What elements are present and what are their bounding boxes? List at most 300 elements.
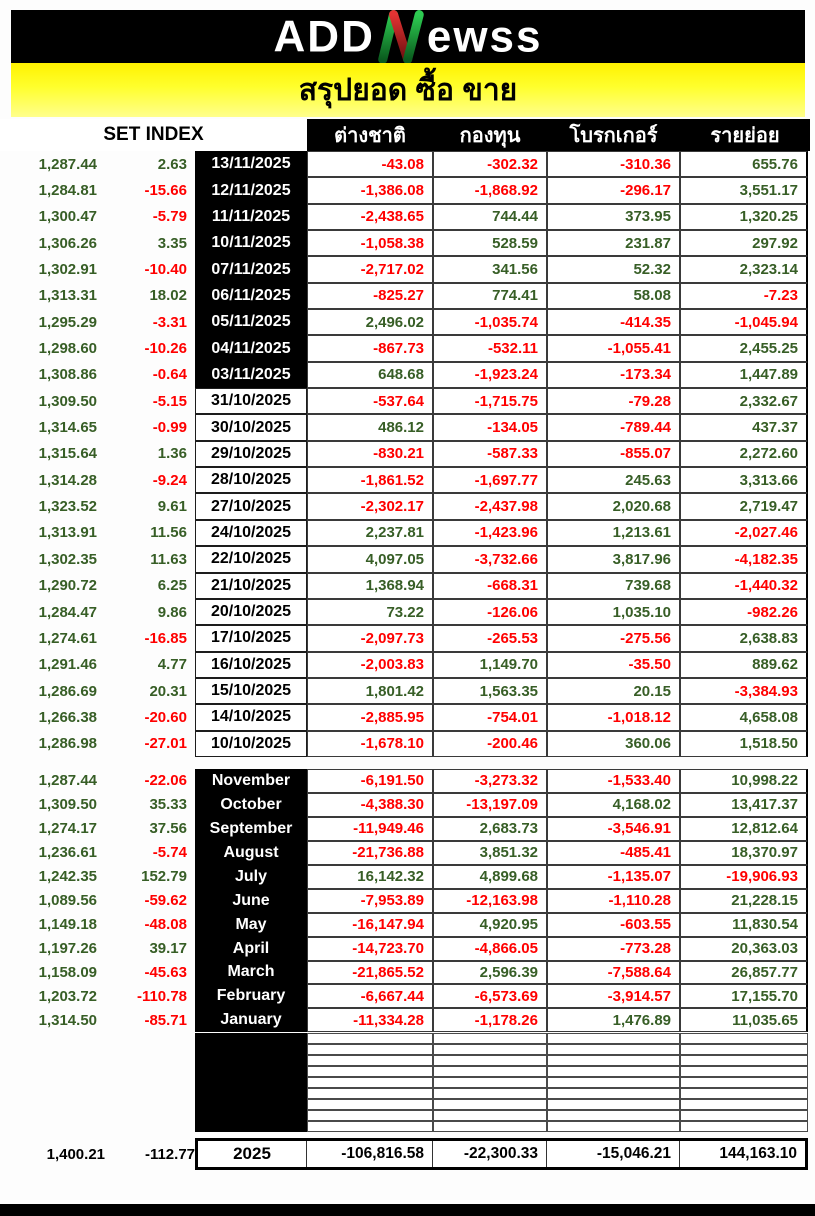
broker-cell: 245.63 (547, 467, 680, 493)
fund-cell: 4,899.68 (433, 865, 547, 889)
foreign-cell: 1,801.42 (307, 678, 433, 704)
fund-cell: -302.32 (433, 151, 547, 177)
broker-cell: -1,055.41 (547, 335, 680, 361)
month-cell: May (195, 913, 307, 937)
foreign-cell: 16,142.32 (307, 865, 433, 889)
table-row (0, 335, 808, 361)
table-row (0, 1055, 808, 1066)
foreign-cell: -2,438.65 (307, 204, 433, 230)
table-row (0, 625, 808, 651)
month-cell (195, 1121, 307, 1132)
broker-cell: 58.08 (547, 283, 680, 309)
retail-cell: 20,363.03 (680, 937, 808, 961)
broker-cell: -3,546.91 (547, 817, 680, 841)
foreign-cell: -14,723.70 (307, 937, 433, 961)
table-row (0, 817, 808, 841)
foreign-cell: -2,003.83 (307, 652, 433, 678)
set-index-value: 1,284.47 (38, 603, 97, 621)
foreign-cell: -2,097.73 (307, 625, 433, 651)
set-index-change: -10.40 (144, 261, 187, 279)
date-cell: 30/10/2025 (195, 414, 307, 440)
set-index-value: 1,323.52 (38, 498, 97, 516)
table-row (0, 652, 808, 678)
date-cell: 27/10/2025 (195, 493, 307, 519)
fund-cell: -1,697.77 (433, 467, 547, 493)
retail-cell: -2,027.46 (680, 520, 808, 546)
total-row (0, 1138, 815, 1170)
retail-cell (680, 1088, 808, 1099)
fund-cell: 528.59 (433, 230, 547, 256)
set-index-value: 1,287.44 (38, 155, 97, 173)
set-index-change: 6.25 (157, 577, 187, 595)
broker-cell: -275.56 (547, 625, 680, 651)
month-cell (195, 1055, 307, 1066)
set-index-change: 4.77 (157, 656, 187, 674)
set-index-value: 1,203.72 (38, 987, 97, 1005)
foreign-cell (307, 1121, 433, 1132)
table-row (0, 414, 808, 440)
retail-cell: -3,384.93 (680, 678, 808, 704)
broker-cell: -1,110.28 (547, 889, 680, 913)
fund-cell: -1,035.74 (433, 309, 547, 335)
table-row (0, 283, 808, 309)
table-row (0, 520, 808, 546)
fund-cell: -13,197.09 (433, 793, 547, 817)
broker-cell (547, 1121, 680, 1132)
set-index-value: 1,089.56 (38, 892, 97, 910)
retail-cell: -982.26 (680, 599, 808, 625)
foreign-cell: 4,097.05 (307, 546, 433, 572)
set-index-change: -15.66 (144, 182, 187, 200)
foreign-cell (307, 1055, 433, 1066)
fund-cell: -1,923.24 (433, 362, 547, 388)
set-index-value: 1,290.72 (38, 577, 97, 595)
retail-cell: 17,155.70 (680, 984, 808, 1008)
set-index-change (105, 1088, 195, 1099)
broker-cell: -855.07 (547, 441, 680, 467)
date-cell: 11/11/2025 (195, 204, 307, 230)
fund-cell: -1,715.75 (433, 388, 547, 414)
table-row (0, 1088, 808, 1099)
table-row (0, 1066, 808, 1077)
set-index-value: 1,314.28 (38, 471, 97, 489)
broker-cell: -3,914.57 (547, 984, 680, 1008)
fund-cell: 341.56 (433, 256, 547, 282)
foreign-cell: -4,388.30 (307, 793, 433, 817)
set-index-value: 1,149.18 (38, 916, 97, 934)
fund-cell: -1,178.26 (433, 1008, 547, 1032)
broker-cell (547, 1055, 680, 1066)
fund-cell: -1,868.92 (433, 177, 547, 203)
set-index-change (105, 1033, 195, 1044)
set-index-value: 1,313.31 (38, 287, 97, 305)
broker-cell: -414.35 (547, 309, 680, 335)
foreign-cell: -6,191.50 (307, 769, 433, 793)
fund-cell: -134.05 (433, 414, 547, 440)
set-index-value: 1,286.98 (38, 735, 97, 753)
foreign-cell: 2,496.02 (307, 309, 433, 335)
set-index-value (0, 1099, 105, 1110)
fund-cell (433, 1055, 547, 1066)
set-index-change: 35.33 (149, 796, 187, 814)
date-cell: 12/11/2025 (195, 177, 307, 203)
fund-cell: -532.11 (433, 335, 547, 361)
fund-cell: -4,866.05 (433, 937, 547, 961)
brand-bar (11, 10, 805, 63)
fund-cell: 2,596.39 (433, 961, 547, 985)
month-cell (195, 1088, 307, 1099)
set-index-change: -10.26 (144, 340, 187, 358)
table-row (0, 599, 808, 625)
table-row (0, 573, 808, 599)
set-index-value: 1,236.61 (38, 844, 97, 862)
set-index-change: 39.17 (149, 940, 187, 958)
broker-cell (547, 1088, 680, 1099)
retail-cell: 2,638.83 (680, 625, 808, 651)
table-row (0, 913, 808, 937)
date-cell: 06/11/2025 (195, 283, 307, 309)
date-cell: 04/11/2025 (195, 335, 307, 361)
set-index-value (0, 1121, 105, 1132)
total-broker: -15,046.21 (547, 1141, 680, 1167)
month-cell (195, 1099, 307, 1110)
fund-cell: -668.31 (433, 573, 547, 599)
date-cell: 17/10/2025 (195, 625, 307, 651)
table-row (0, 493, 808, 519)
date-cell: 13/11/2025 (195, 151, 307, 177)
set-index-change: -85.71 (144, 1011, 187, 1029)
broker-cell (547, 1033, 680, 1044)
table-row (0, 1110, 808, 1121)
fund-cell: -3,732.66 (433, 546, 547, 572)
foreign-cell: -825.27 (307, 283, 433, 309)
set-index-value: 1,242.35 (38, 868, 97, 886)
table-row (0, 1044, 808, 1055)
date-cell: 15/10/2025 (195, 678, 307, 704)
set-index-change (105, 1099, 195, 1110)
table-row (0, 1099, 808, 1110)
date-cell: 24/10/2025 (195, 520, 307, 546)
fund-cell: -587.33 (433, 441, 547, 467)
fund-cell: 3,851.32 (433, 841, 547, 865)
table-row (0, 309, 808, 335)
fund-cell: -754.01 (433, 704, 547, 730)
broker-cell: 1,213.61 (547, 520, 680, 546)
set-index-change: -20.60 (144, 708, 187, 726)
page-title: สรุปยอด ซื้อ ขาย (298, 73, 518, 107)
foreign-cell: 486.12 (307, 414, 433, 440)
table-row (0, 841, 808, 865)
foreign-cell: -537.64 (307, 388, 433, 414)
addnewss-logo (274, 8, 543, 66)
set-index-change (105, 1044, 195, 1055)
retail-cell: 11,035.65 (680, 1008, 808, 1032)
month-cell: July (195, 865, 307, 889)
table-row (0, 865, 808, 889)
set-index-change: 18.02 (149, 287, 187, 305)
foreign-cell: -1,861.52 (307, 467, 433, 493)
month-cell (195, 1044, 307, 1055)
set-index-value (0, 1088, 105, 1099)
date-cell: 20/10/2025 (195, 599, 307, 625)
retail-cell: -1,045.94 (680, 309, 808, 335)
foreign-cell: -2,302.17 (307, 493, 433, 519)
broker-cell: 4,168.02 (547, 793, 680, 817)
retail-cell: 21,228.15 (680, 889, 808, 913)
set-index-change: 20.31 (149, 682, 187, 700)
month-cell: September (195, 817, 307, 841)
set-index-change (105, 1066, 195, 1077)
foreign-cell (307, 1088, 433, 1099)
broker-cell: -485.41 (547, 841, 680, 865)
date-cell: 10/11/2025 (195, 230, 307, 256)
fund-cell: 1,149.70 (433, 652, 547, 678)
fund-cell (433, 1033, 547, 1044)
broker-cell (547, 1066, 680, 1077)
foreign-cell (307, 1077, 433, 1088)
set-index-value: 1,286.69 (38, 682, 97, 700)
broker-cell: 1,476.89 (547, 1008, 680, 1032)
empty-rows (0, 1033, 808, 1132)
foreign-cell: -7,953.89 (307, 889, 433, 913)
set-index-change: 11.56 (150, 524, 187, 542)
set-index-value: 1,309.50 (38, 796, 97, 814)
foreign-cell: -11,949.46 (307, 817, 433, 841)
broker-cell: 360.06 (547, 731, 680, 757)
retail-cell (680, 1077, 808, 1088)
fund-cell (433, 1077, 547, 1088)
set-index-value: 1,302.35 (38, 550, 97, 568)
retail-cell (680, 1066, 808, 1077)
table-row (0, 256, 808, 282)
retail-cell: 2,323.14 (680, 256, 808, 282)
date-cell: 03/11/2025 (195, 362, 307, 388)
set-index-value (0, 1077, 105, 1088)
set-index-change: -5.15 (152, 392, 187, 410)
foreign-cell: -43.08 (307, 151, 433, 177)
logo-text-prefix: ADD (273, 11, 375, 61)
retail-cell: 10,998.22 (680, 769, 808, 793)
broker-cell: 231.87 (547, 230, 680, 256)
date-cell: 16/10/2025 (195, 652, 307, 678)
retail-cell: 1,320.25 (680, 204, 808, 230)
foreign-cell (307, 1099, 433, 1110)
set-index-value: 1,295.29 (38, 313, 97, 331)
month-cell (195, 1033, 307, 1044)
date-cell: 07/11/2025 (195, 256, 307, 282)
set-index-change: 37.56 (149, 820, 187, 838)
fund-cell: 4,920.95 (433, 913, 547, 937)
retail-cell: -1,440.32 (680, 573, 808, 599)
set-index-change: 3.35 (157, 234, 187, 252)
broker-cell: 20.15 (547, 678, 680, 704)
broker-cell (547, 1044, 680, 1055)
set-index-change: -59.62 (144, 892, 187, 910)
broker-cell: -296.17 (547, 177, 680, 203)
month-cell: August (195, 841, 307, 865)
foreign-cell: -11,334.28 (307, 1008, 433, 1032)
table-row (0, 1033, 808, 1044)
column-header-retail: รายย่อย (710, 125, 780, 147)
foreign-cell: 2,237.81 (307, 520, 433, 546)
set-index-value: 1,308.86 (38, 366, 97, 384)
broker-cell (547, 1077, 680, 1088)
fund-cell: -126.06 (433, 599, 547, 625)
table-row (0, 362, 808, 388)
month-cell: March (195, 961, 307, 985)
set-index-change: -45.63 (144, 963, 187, 981)
foreign-cell: -6,667.44 (307, 984, 433, 1008)
table-row (0, 793, 808, 817)
date-cell: 05/11/2025 (195, 309, 307, 335)
set-index-value: 1,197.26 (38, 940, 97, 958)
set-index-change (105, 1121, 195, 1132)
broker-cell: -1,018.12 (547, 704, 680, 730)
set-index-value (0, 1110, 105, 1121)
set-index-value (0, 1033, 105, 1044)
retail-cell: 3,313.66 (680, 467, 808, 493)
table-row (0, 961, 808, 985)
retail-cell: 437.37 (680, 414, 808, 440)
foreign-cell: -1,678.10 (307, 731, 433, 757)
monthly-table (0, 769, 808, 1032)
table-row (0, 441, 808, 467)
date-cell: 22/10/2025 (195, 546, 307, 572)
broker-cell: -789.44 (547, 414, 680, 440)
set-index-change: 9.86 (157, 603, 187, 621)
retail-cell: 655.76 (680, 151, 808, 177)
table-row (0, 230, 808, 256)
set-index-change: -0.99 (152, 419, 187, 437)
table-header (0, 119, 810, 151)
set-index-value: 1,315.64 (38, 445, 97, 463)
retail-cell: 4,658.08 (680, 704, 808, 730)
retail-cell (680, 1044, 808, 1055)
fund-cell: 2,683.73 (433, 817, 547, 841)
retail-cell: 1,447.89 (680, 362, 808, 388)
date-cell: 21/10/2025 (195, 573, 307, 599)
set-index-change: -3.31 (152, 313, 187, 331)
broker-cell: -173.34 (547, 362, 680, 388)
broker-cell: 52.32 (547, 256, 680, 282)
daily-table (0, 151, 808, 757)
set-index-change: -0.64 (152, 366, 187, 384)
date-cell: 29/10/2025 (195, 441, 307, 467)
set-index-value: 1,300.47 (38, 208, 97, 226)
set-index-value (0, 1055, 105, 1066)
broker-cell: -1,135.07 (547, 865, 680, 889)
set-index-change: -9.24 (152, 471, 187, 489)
month-cell (195, 1066, 307, 1077)
table-row (0, 704, 808, 730)
month-cell (195, 1110, 307, 1121)
retail-cell: 2,719.47 (680, 493, 808, 519)
table-row (0, 151, 808, 177)
retail-cell (680, 1033, 808, 1044)
table-row (0, 937, 808, 961)
retail-cell: 11,830.54 (680, 913, 808, 937)
retail-cell: 297.92 (680, 230, 808, 256)
fund-cell (433, 1110, 547, 1121)
broker-cell: 1,035.10 (547, 599, 680, 625)
set-index-value: 1,266.38 (38, 708, 97, 726)
foreign-cell: -2,885.95 (307, 704, 433, 730)
broker-cell: 3,817.96 (547, 546, 680, 572)
table-row (0, 731, 808, 757)
set-index-change: 1.36 (157, 445, 187, 463)
retail-cell: 3,551.17 (680, 177, 808, 203)
table-row (0, 678, 808, 704)
set-index-change: -16.85 (144, 629, 187, 647)
fund-cell: 1,563.35 (433, 678, 547, 704)
retail-cell: 13,417.37 (680, 793, 808, 817)
month-cell: October (195, 793, 307, 817)
total-set-index-value: 1,400.21 (46, 1145, 105, 1163)
set-index-value (0, 1044, 105, 1055)
month-cell (195, 1077, 307, 1088)
title-banner (11, 63, 805, 117)
broker-cell: -603.55 (547, 913, 680, 937)
set-index-value: 1,314.50 (38, 1011, 97, 1029)
set-index-value: 1,284.81 (38, 182, 97, 200)
set-index-change: -5.74 (152, 844, 187, 862)
total-foreign: -106,816.58 (307, 1141, 433, 1167)
foreign-cell: -16,147.94 (307, 913, 433, 937)
fund-cell (433, 1099, 547, 1110)
set-index-change (105, 1055, 195, 1066)
column-header-fund: กองทุน (459, 125, 521, 147)
broker-cell: -35.50 (547, 652, 680, 678)
table-row (0, 889, 808, 913)
table-row (0, 984, 808, 1008)
date-cell: 28/10/2025 (195, 467, 307, 493)
month-cell: February (195, 984, 307, 1008)
retail-cell (680, 1121, 808, 1132)
retail-cell (680, 1055, 808, 1066)
investor-type-headers (307, 119, 810, 151)
retail-cell: 2,332.67 (680, 388, 808, 414)
bottom-bar (0, 1204, 815, 1216)
table-row (0, 546, 808, 572)
fund-cell: -6,573.69 (433, 984, 547, 1008)
set-index-value: 1,302.91 (38, 261, 97, 279)
fund-cell: -12,163.98 (433, 889, 547, 913)
fund-cell (433, 1044, 547, 1055)
set-index-value: 1,287.44 (38, 772, 97, 790)
retail-cell: 889.62 (680, 652, 808, 678)
set-index-change (105, 1077, 195, 1088)
set-index-value: 1,274.17 (38, 820, 97, 838)
table-row (0, 1121, 808, 1132)
table-row (0, 388, 808, 414)
logo-text-suffix: ewss (426, 11, 543, 61)
retail-cell: 1,518.50 (680, 731, 808, 757)
total-fund: -22,300.33 (433, 1141, 547, 1167)
foreign-cell (307, 1033, 433, 1044)
total-retail: 144,163.10 (719, 1145, 797, 1162)
foreign-cell: -21,736.88 (307, 841, 433, 865)
broker-cell (547, 1110, 680, 1121)
foreign-cell: -21,865.52 (307, 961, 433, 985)
set-index-value: 1,309.50 (38, 392, 97, 410)
set-index-value: 1,306.26 (38, 234, 97, 252)
broker-cell: 373.95 (547, 204, 680, 230)
month-cell: June (195, 889, 307, 913)
table-row (0, 1008, 808, 1032)
fund-cell: 774.41 (433, 283, 547, 309)
column-header-broker: โบรกเกอร์ (569, 125, 658, 147)
month-cell: April (195, 937, 307, 961)
